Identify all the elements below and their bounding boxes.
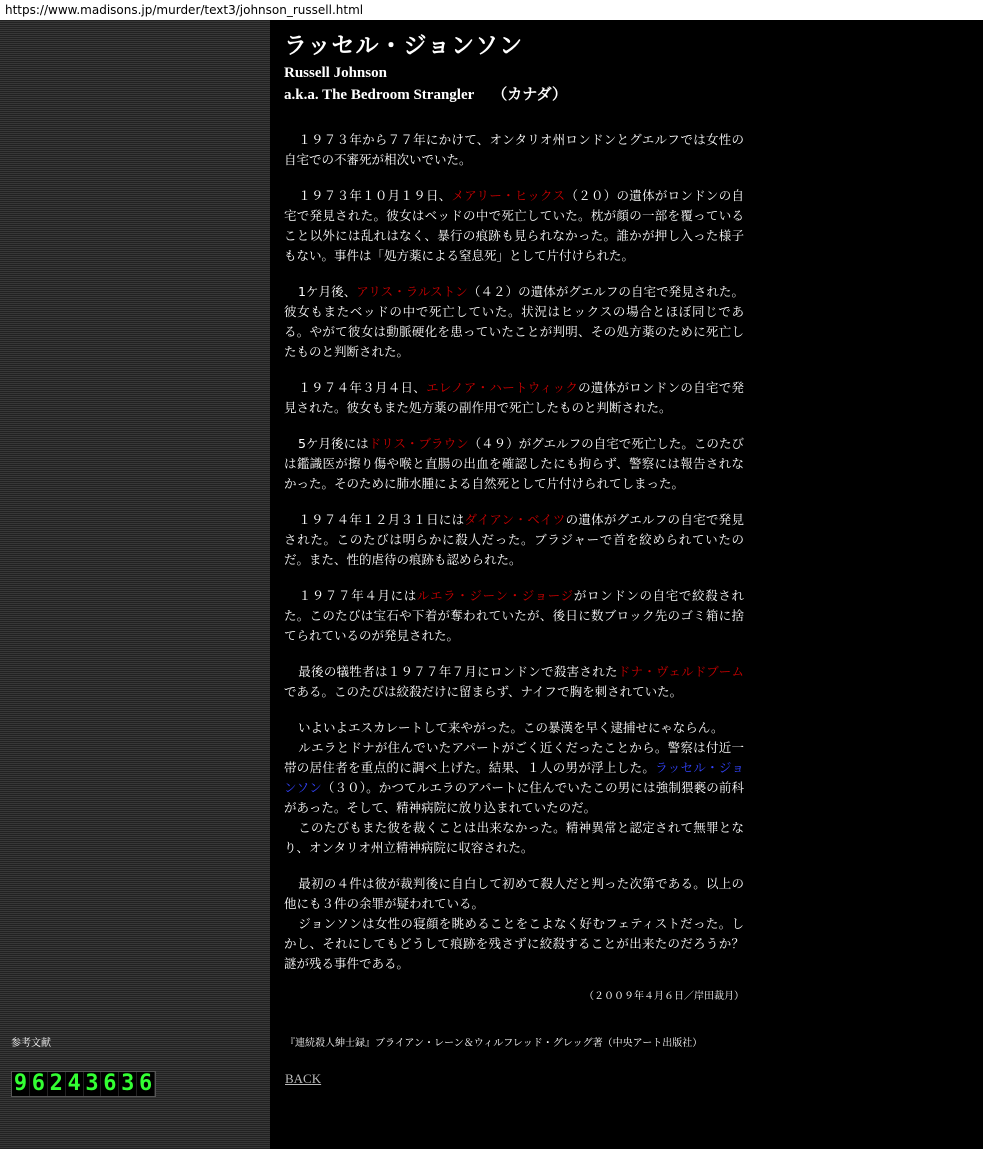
paragraph-text: がロンドンの自宅で絞殺された。このたびは宝石や下着が奪われていたが、後日に数ブロック先のゴミ箱に捨てられているのが発見された。 bbox=[284, 588, 744, 643]
victim-name-link[interactable]: ドナ・ヴェルドブーム bbox=[617, 664, 744, 679]
paragraph-text: である。このたびは絞殺だけに留まらず、ナイフで胸を刺されていた。 bbox=[284, 684, 683, 699]
url-bar[interactable]: https://www.madisons.jp/murder/text3/johnson_russell.html bbox=[0, 0, 983, 20]
paragraph-10 bbox=[284, 874, 757, 974]
victim-name-link[interactable]: アリス・ラルストン bbox=[356, 284, 468, 299]
paragraph-2 bbox=[284, 186, 744, 266]
main-content bbox=[284, 20, 757, 1149]
counter-digit: 6 bbox=[101, 1072, 119, 1096]
paragraph-text: （３０）。かつてルエラのアパートに住んでいたこの男には強制猥褻の前科があった。そして、精神病院に放り込まれていたのだ。 bbox=[284, 780, 744, 815]
aka-line bbox=[284, 84, 744, 106]
counter-digit: 9 bbox=[12, 1072, 30, 1096]
victim-name-link[interactable]: ドリス・ブラウン bbox=[368, 436, 469, 451]
paragraph-9 bbox=[284, 718, 744, 858]
paragraph-text: このたびもまた彼を裁くことは出来なかった。精神異常と認定されて無罪となり、オンタリオ州立精神病院に収容された。 bbox=[284, 820, 744, 855]
counter-digit: 4 bbox=[66, 1072, 84, 1096]
killer-name-link[interactable]: ラッセル・ジョンソン bbox=[284, 760, 744, 795]
back-link[interactable]: BACK bbox=[285, 1071, 322, 1086]
paragraph-line bbox=[284, 738, 744, 818]
paragraph-line bbox=[284, 914, 757, 974]
paragraph-8 bbox=[284, 662, 744, 702]
paragraph-1 bbox=[284, 130, 744, 170]
paragraph-3 bbox=[284, 282, 744, 362]
country-label: （カナダ） bbox=[492, 87, 567, 103]
paragraph-text: の遺体がグエルフの自宅で発見された。このたびは明らかに殺人だった。ブラジャーで首を絞められていたのだ。また、性的虐待の痕跡も認められた。 bbox=[284, 512, 744, 567]
victim-name-link[interactable]: エレノア・ハートウィック bbox=[426, 380, 579, 395]
paragraph-text: ジョンソンは女性の寝顔を眺めることをこよなく好むフェティストだった。しかし、それにしてもどうして痕跡を残さずに絞殺することが出来たのだろうか？ 謎が残る事件である。 bbox=[284, 916, 757, 971]
paragraph-text: （４９）がグエルフの自宅で死亡した。このたびは鑑識医が擦り傷や喉と直腸の出血を確認したにも拘らず、警察には報告されなかった。そのために肺水腫による自然死として片付けられてしまった。 bbox=[284, 436, 744, 491]
paragraph-4 bbox=[284, 378, 744, 418]
paragraph-line bbox=[284, 718, 744, 738]
references-label: 参考文献 bbox=[11, 1038, 51, 1049]
sidebar bbox=[0, 20, 270, 1149]
paragraph-text: （４２）の遺体がグエルフの自宅で発見された。彼女もまたベッドの中で死亡していた。状況はヒックスの場合とほぼ同じである。やがて彼女は動脈硬化を患っていたことが判明、その処方薬のために死亡したものと判断された。 bbox=[284, 284, 744, 359]
paragraph-text: ルエラとドナが住んでいたアパートがごく近くだったことから。警察は付近一帯の居住者を重点的に調べ上げた。結果、１人の男が浮上した。 bbox=[284, 740, 744, 775]
signature: （２００９年４月６日／岸田裁月） bbox=[584, 991, 744, 1002]
counter-digit: 3 bbox=[119, 1072, 137, 1096]
paragraph-text: いよいよエスカレートして来やがった。この暴漢を早く逮捕せにゃならん。 bbox=[298, 720, 724, 735]
paragraph-text: １９７３年から７７年にかけて、オンタリオ州ロンドンとグエルフでは女性の自宅での不審死が相次いでいた。 bbox=[284, 132, 744, 167]
counter-digit: 2 bbox=[48, 1072, 66, 1096]
paragraph-text: 最初の４件は彼が裁判後に自白して初めて殺人だと判った次第である。以上の他にも３件の余罪が疑われている。 bbox=[284, 876, 744, 911]
references-text: 『連続殺人紳士録』ブライアン・レーン＆ウィルフレッド・グレッグ著（中央アート出版社） bbox=[285, 1038, 703, 1049]
aka-text: a.k.a. The Bedroom Strangler bbox=[284, 87, 475, 103]
paragraph-7 bbox=[284, 586, 744, 646]
paragraph-line bbox=[284, 874, 744, 914]
paragraph-text: の遺体がロンドンの自宅で発見された。彼女もまた処方薬の副作用で死亡したものと判断された。 bbox=[284, 380, 744, 415]
english-name: Russell Johnson bbox=[284, 65, 387, 81]
counter-digit: 6 bbox=[137, 1072, 155, 1096]
article-body bbox=[284, 130, 757, 1004]
victim-name-link[interactable]: ルエラ・ジーン・ジョージ bbox=[416, 588, 574, 603]
victim-name-link[interactable]: ダイアン・ベイツ bbox=[464, 512, 566, 527]
paragraph-line bbox=[284, 818, 744, 858]
paragraph-5 bbox=[284, 434, 744, 494]
counter-digit: 6 bbox=[30, 1072, 48, 1096]
paragraph-text: １９７７年４月には bbox=[298, 588, 417, 603]
page-title: ラッセル・ジョンソン bbox=[284, 33, 524, 59]
paragraph-text: 最後の犠牲者は１９７７年７月にロンドンで殺害された bbox=[298, 664, 618, 679]
paragraph-text: １９７４年３月４日、 bbox=[298, 380, 427, 395]
visitor-counter bbox=[11, 1071, 156, 1097]
paragraph-text: 1ケ月後、 bbox=[298, 284, 357, 299]
paragraph-text: １９７４年１２月３１日には bbox=[298, 512, 465, 527]
paragraph-text: （２０）の遺体がロンドンの自宅で発見された。彼女はベッドの中で死亡していた。枕が顔の一部を覆っていること以外には乱れはなく、暴行の痕跡も見られなかった。誰かが押し入った様子もない。事件は「処方薬による窒息死」として片付けられた。 bbox=[284, 188, 744, 263]
paragraph-text: 5ケ月後には bbox=[298, 436, 369, 451]
paragraph-text: １９７３年１０月１９日、 bbox=[298, 188, 452, 203]
victim-name-link[interactable]: メアリー・ヒックス bbox=[451, 188, 566, 203]
counter-digit: 3 bbox=[84, 1072, 102, 1096]
paragraph-6 bbox=[284, 510, 744, 570]
